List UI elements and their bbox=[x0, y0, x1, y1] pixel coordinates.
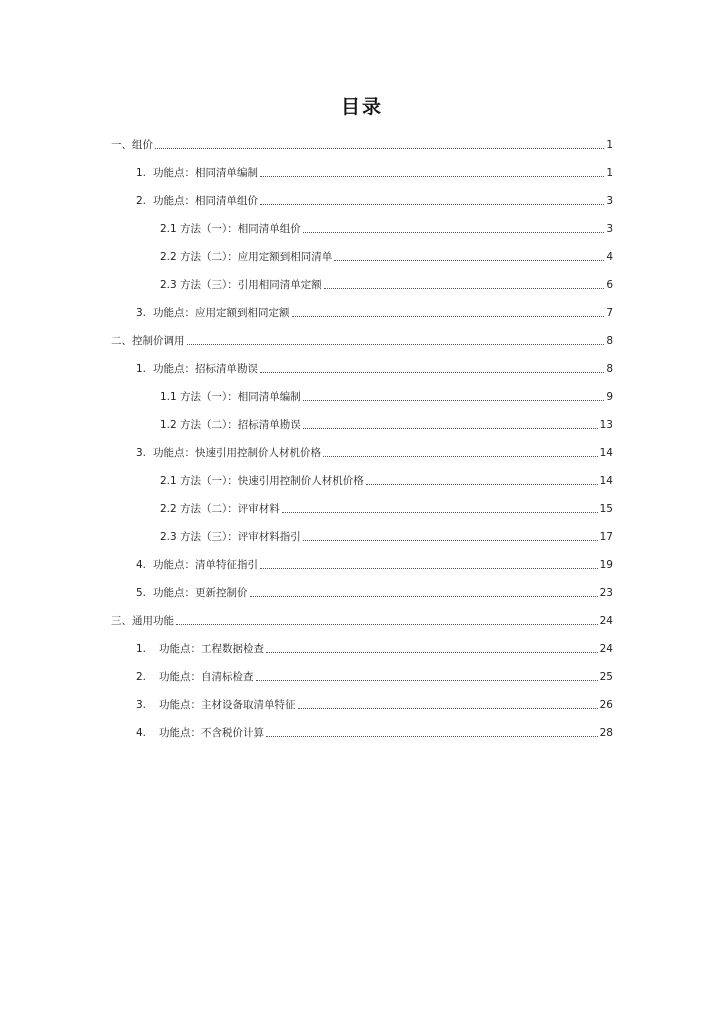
page-number: 19 bbox=[599, 559, 613, 571]
page-number: 26 bbox=[599, 699, 613, 711]
page-number: 23 bbox=[599, 587, 613, 599]
page-number: 6 bbox=[606, 279, 613, 291]
leader-dots bbox=[334, 260, 604, 261]
leader-dots bbox=[303, 428, 598, 429]
toc-entry[interactable]: 1. 功能点：招标清单勘误 8 bbox=[136, 363, 613, 375]
toc-entry[interactable]: 2.1 方法（一）：快速引用控制价人材机价格 14 bbox=[160, 475, 613, 487]
toc-entry[interactable]: 5. 功能点：更新控制价 23 bbox=[136, 587, 613, 599]
page-number: 9 bbox=[606, 391, 613, 403]
page-number: 24 bbox=[599, 643, 613, 655]
page-number: 1 bbox=[606, 139, 613, 151]
leader-dots bbox=[303, 400, 605, 401]
page-number: 25 bbox=[599, 671, 613, 683]
toc-entry[interactable]: 4. 功能点：不含税价计算 28 bbox=[136, 727, 613, 739]
toc-entry[interactable]: 2.3 方法（三）：引用相同清单定额 6 bbox=[160, 279, 613, 291]
leader-dots bbox=[260, 372, 604, 373]
toc-entry[interactable]: 二、控制价调用 8 bbox=[111, 335, 613, 347]
toc-entry[interactable]: 2. 功能点：相同清单组价 3 bbox=[136, 195, 613, 207]
leader-dots bbox=[266, 652, 598, 653]
leader-dots bbox=[155, 148, 604, 149]
page-number: 4 bbox=[606, 251, 613, 263]
toc-entry[interactable]: 3. 功能点：主材设备取清单特征 26 bbox=[136, 699, 613, 711]
leader-dots bbox=[187, 344, 605, 345]
toc-entry[interactable]: 1.2 方法（二）：招标清单勘误 13 bbox=[160, 419, 613, 431]
leader-dots bbox=[303, 232, 605, 233]
page-number: 3 bbox=[606, 195, 613, 207]
page-number: 8 bbox=[606, 335, 613, 347]
page-number: 15 bbox=[599, 503, 613, 515]
toc-entry[interactable]: 2.3 方法（三）：评审材料指引 17 bbox=[160, 531, 613, 543]
toc-entry[interactable]: 2.1 方法（一）：相同清单组价 3 bbox=[160, 223, 613, 235]
leader-dots bbox=[256, 680, 598, 681]
leader-dots bbox=[366, 484, 598, 485]
toc-entry[interactable]: 1.1 方法（一）：相同清单编制 9 bbox=[160, 391, 613, 403]
page-number: 8 bbox=[606, 363, 613, 375]
toc-entry[interactable]: 1. 功能点：相同清单编制 1 bbox=[136, 167, 613, 179]
leader-dots bbox=[323, 456, 598, 457]
toc-entry[interactable]: 三、通用功能 24 bbox=[111, 615, 613, 627]
toc-entry[interactable]: 4. 功能点：清单特征指引 19 bbox=[136, 559, 613, 571]
leader-dots bbox=[260, 568, 598, 569]
leader-dots bbox=[260, 204, 604, 205]
toc-entry[interactable]: 2. 功能点：自清标检查 25 bbox=[136, 671, 613, 683]
leader-dots bbox=[303, 540, 598, 541]
page-number: 14 bbox=[599, 447, 613, 459]
leader-dots bbox=[266, 736, 598, 737]
toc-title: 目录 bbox=[340, 96, 383, 118]
toc-entry[interactable]: 3. 功能点：快速引用控制价人材机价格 14 bbox=[136, 447, 613, 459]
leader-dots bbox=[324, 288, 605, 289]
leader-dots bbox=[260, 176, 604, 177]
page-number: 14 bbox=[599, 475, 613, 487]
leader-dots bbox=[282, 512, 598, 513]
page-number: 17 bbox=[599, 531, 613, 543]
toc-entry[interactable]: 一、组价 1 bbox=[111, 139, 613, 151]
leader-dots bbox=[292, 316, 605, 317]
page-number: 13 bbox=[599, 419, 613, 431]
leader-dots bbox=[250, 596, 598, 597]
toc-entry[interactable]: 3. 功能点：应用定额到相同定额 7 bbox=[136, 307, 613, 319]
toc-entry[interactable]: 1. 功能点：工程数据检查 24 bbox=[136, 643, 613, 655]
page-number: 24 bbox=[599, 615, 613, 627]
page-number: 3 bbox=[606, 223, 613, 235]
page-number: 28 bbox=[599, 727, 613, 739]
leader-dots bbox=[176, 624, 598, 625]
toc-entry[interactable]: 2.2 方法（二）：评审材料 15 bbox=[160, 503, 613, 515]
toc-entry[interactable]: 2.2 方法（二）：应用定额到相同清单 4 bbox=[160, 251, 613, 263]
leader-dots bbox=[298, 708, 598, 709]
page-number: 7 bbox=[606, 307, 613, 319]
page-number: 1 bbox=[606, 167, 613, 179]
